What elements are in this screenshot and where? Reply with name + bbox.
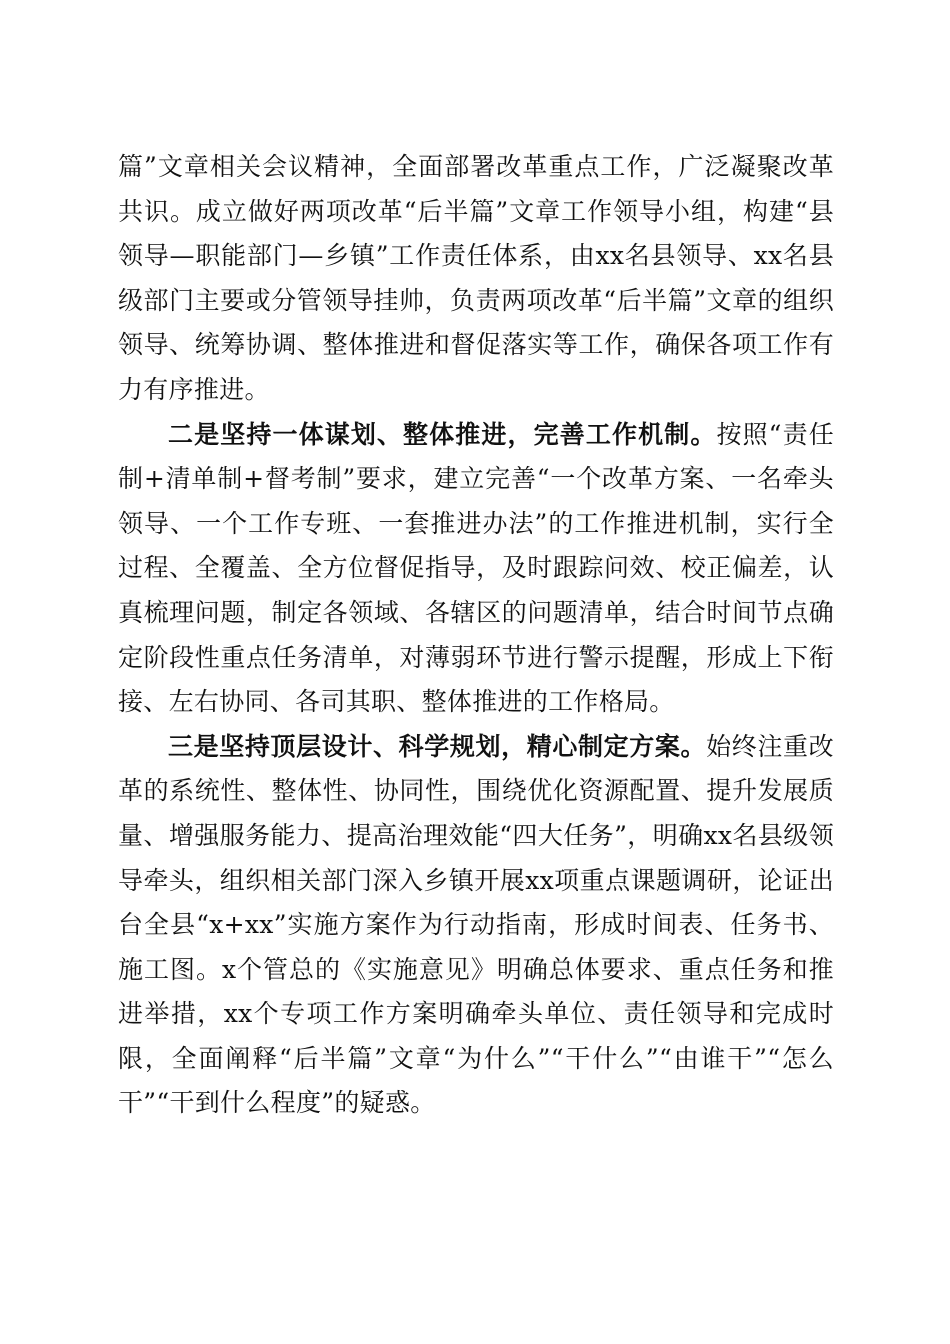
paragraph-lead-heading: 二是坚持一体谋划、整体推进，完善工作机制。 bbox=[168, 419, 717, 449]
paragraph-top-level-design bbox=[118, 725, 834, 1126]
paragraph-lead-heading: 三是坚持顶层设计、科学规划，精心制定方案。 bbox=[168, 731, 707, 761]
paragraph-continuation bbox=[118, 145, 834, 413]
paragraph-work-mechanism bbox=[118, 413, 834, 725]
paragraph-text: 始终注重改革的系统性、整体性、协同性，围绕优化资源配置、提升发展质量、增强服务能力、提高治理效能“四大任务”，明确xx名县级领导牵头，组织相关部门深入乡镇开展xx项重点课题调研，论证出台全县“x+xx”实施方案作为行动指南，形成时间表、任务书、施工图。x个管总的《实施意见》明确总体要求、重点任务和推进举措，xx个专项工作方案明确牵头单位、责任领导和完成时限，全面阐释“后半篇”文章“为什么”“干什么”“由谁干”“怎么干”“干到什么程度”的疑惑。 bbox=[118, 731, 834, 1118]
document-body bbox=[118, 145, 834, 1126]
paragraph-text: 篇”文章相关会议精神，全面部署改革重点工作，广泛凝聚改革共识。成立做好两项改革“后半篇”文章工作领导小组，构建“县领导—职能部门—乡镇”工作责任体系，由xx名县领导、xx名县级部门主要或分管领导挂帅，负责两项改革“后半篇”文章的组织领导、统筹协调、整体推进和督促落实等工作，确保各项工作有力有序推进。 bbox=[118, 152, 834, 404]
paragraph-text: 按照“责任制+清单制+督考制”要求，建立完善“一个改革方案、一名牵头领导、一个工作专班、一套推进办法”的工作推进机制，实行全过程、全覆盖、全方位督促指导，及时跟踪问效、校正偏差，认真梳理问题，制定各领域、各辖区的问题清单，结合时间节点确定阶段性重点任务清单，对薄弱环节进行警示提醒，形成上下衔接、左右协同、各司其职、整体推进的工作格局。 bbox=[118, 419, 834, 717]
